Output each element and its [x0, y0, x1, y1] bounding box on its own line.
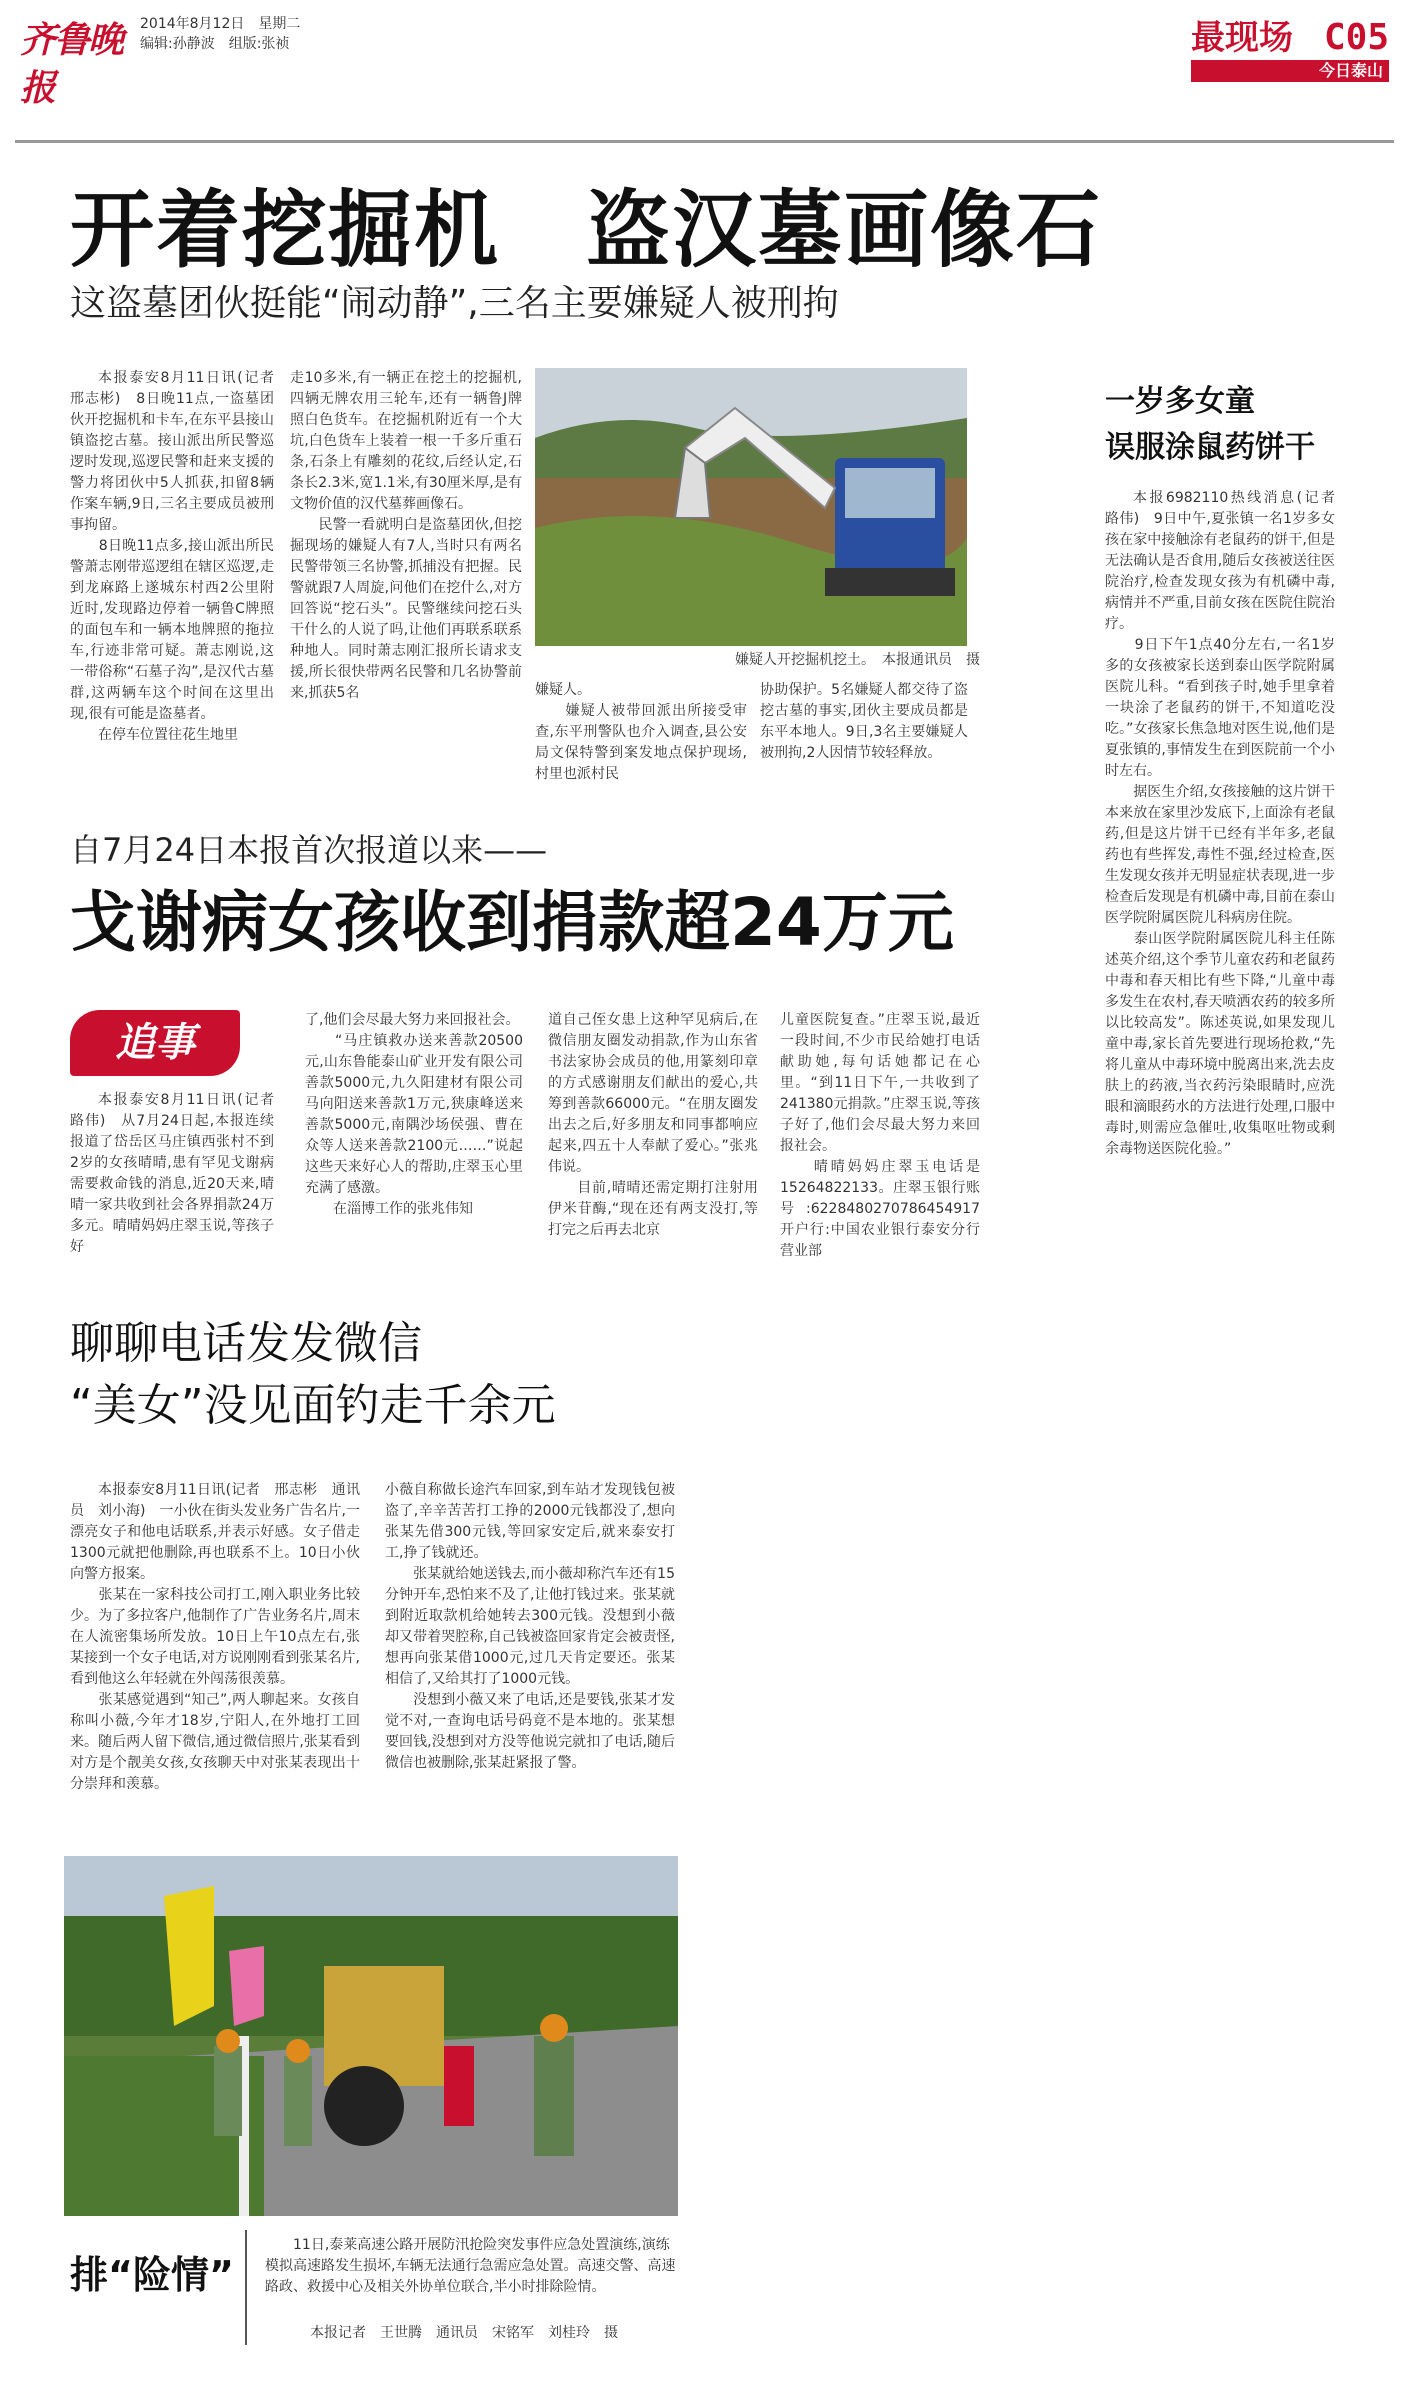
article2-title: 戈谢病女孩收到捐款超24万元 [70, 884, 954, 961]
newspaper-logo: 齐鲁晚报 [20, 19, 123, 109]
article4-caption: 11日,泰莱高速公路开展防汛抢险突发事件应急处置演练,演练模拟高速路发生损坏,车辆无法通行急需应急处置。高速交警、高速路政、救援中心及相关外协单位联合,半小时排除险情。 [265, 2237, 676, 2295]
sidebar-title-line1: 一岁多女童 [1105, 384, 1255, 419]
subsection-label: 今日泰山 [1191, 60, 1389, 82]
drill-photo [64, 1856, 678, 2216]
section-name: 最现场 [1191, 18, 1293, 58]
page-number: C05 [1323, 17, 1389, 58]
article2-col3: 道自己侄女患上这种罕见病后,在微信朋友圈发动捐款,作为山东省书法家协会成员的他,用篆刻印章的方式感谢朋友们献出的爱心,共筹到善款66000元。“在朋友圈发出去之后,好多朋友和同事都响应起来,四五十人奉献了爱心。”张兆伟说。 目前,晴晴还需定期打注射用伊米苷酶,“现在还有两支没打,等打完之后再去北京 [548, 1012, 758, 1238]
issue-editors: 编辑:孙静波 组版:张祯 [140, 36, 290, 52]
article3-title-line2: “美女”没见面钓走千余元 [70, 1380, 556, 1431]
article2-col1: 本报泰安8月11日讯(记者 路伟) 从7月24日起,本报连续报道了岱岳区马庄镇西张村不到2岁的女孩晴晴,患有罕见戈谢病需要救命钱的消息,近20天来,晴晴一家共收到社会各界捐款24万多元。晴晴妈妈庄翠玉说,等孩子好 [70, 1092, 288, 1255]
follow-up-logo-text: 追事 [115, 1020, 195, 1066]
sidebar-title-line2: 误服涂鼠药饼干 [1105, 430, 1315, 465]
section-header [1191, 18, 1389, 80]
sidebar-body: 本报6982110热线消息(记者 路伟) 9日中午,夏张镇一名1岁多女孩在家中接触涂有老鼠药的饼干,但是无法确认是否食用,随后女孩被送往医院治疗,检查发现女孩为有机磷中毒,病情并不严重,目前女孩在医院住院治疗。 9日下午1点40分左右,一名1岁多的女孩被家长送到泰山医学院附属医院儿科。“看到孩子时,她手里拿着一块涂了老鼠药的饼干,不知道吃没吃。”女孩家长焦急地对医生说,他们是夏张镇的,事情发生在到医院前一个小时左右。 据医生介绍,女孩接触的这片饼干本来放在家里沙发底下,上面涂有老鼠药,但是这片饼干已经有半年多,老鼠药也有些挥发,毒性不强,经过检查,医生发现女孩并无明显症状表现,进一步检查后发现是有机磷中毒,目前在泰山医学院附属医院儿科病房住院。 泰山医学院附属医院儿科主任陈述英介绍,这个季节儿童农药和老鼠药中毒和春天相比有些下降,“儿童中毒多发生在农村,春天喷洒农药的较多所以比较高发”。陈述英说,如果发现儿童中毒,家长首先要进行现场抢救,“先将儿童从中毒环境中脱离出来,洗去皮肤上的药液,当衣药污染眼睛时,应洗眼和滴眼药水的方法进行处理,口服中毒时,则需应急催吐,收集呕吐物或剩余毒物送医院化验。” [1105, 490, 1335, 1157]
issue-meta [140, 14, 440, 54]
article4-title: 排“险情” [70, 2253, 234, 2297]
follow-up-logo [70, 1010, 240, 1076]
article1-title: 开着挖掘机 盗汉墓画像石 [70, 181, 1103, 279]
article3-col1: 本报泰安8月11日讯(记者 邢志彬 通讯员 刘小海) 一小伙在街头发业务广告名片,一漂亮女子和他电话联系,并表示好感。女子借走1300元就把他删除,再也联系不上。10日小伙向警方报案。 张某在一家科技公司打工,刚入职业务比较少。为了多拉客户,他制作了广告业务名片,周末在人流密集场所发放。10日上午10点左右,张某接到一个女子电话,对方说刚刚看到张某名片,看到他这么年轻就在外闯荡很羡慕。 张某感觉遇到“知己”,两人聊起来。女孩自称叫小薇,今年才18岁,宁阳人,在外地打工回来。随后两人留下微信,通过微信照片,张某看到对方是个靓美女孩,女孩聊天中对张某表现出十分崇拜和羡慕。 [70, 1482, 360, 1792]
excavator-photo [535, 368, 967, 646]
article2-kicker: 自7月24日本报首次报道以来—— [70, 831, 548, 869]
article4-credit: 本报记者 王世腾 通讯员 宋铭军 刘桂玲 摄 [310, 2325, 618, 2341]
drill-photo-art [64, 1856, 678, 2216]
article2-col4: 儿童医院复查。”庄翠玉说,最近一段时间,不少市民给她打电话献助她,每句话她都记在心里。“到11日下午,一共收到了241380元捐款。”庄翠玉说,等孩子好了,他们会尽最大努力来回报社会。 晴晴妈妈庄翠玉电话是15264822133。庄翠玉银行账号:6228480270786454917 开户行:中国农业银行泰安分行营业部 [780, 1012, 980, 1259]
article3-title-line1: 聊聊电话发发微信 [70, 1318, 422, 1369]
excavator-photo-art [535, 368, 967, 646]
article3-col2: 小薇自称做长途汽车回家,到车站才发现钱包被盗了,辛辛苦苦打工挣的2000元钱都没了,想向张某先借300元钱,等回家安定后,就来泰安打工,挣了钱就还。 张某就给她送钱去,而小薇却称汽车还有15分钟开车,恐怕来不及了,让他打钱过来。张某就到附近取款机给她转去300元钱。没想到小薇却又带着哭腔称,自己钱被盗回家肯定会被责怪,想再向张某借1000元,过几天肯定要还。张某相信了,又给其打了1000元钱。 没想到小薇又来了电话,还是要钱,张某才发觉不对,一查询电话号码竟不是本地的。张某想要回钱,没想到对方没等他说完就扣了电话,随后微信也被删除,张某赶紧报了警。 [385, 1482, 675, 1771]
article1-subtitle: 这盗墓团伙挺能“闹动静”,三名主要嫌疑人被刑拘 [70, 283, 839, 324]
excavator-photo-caption: 嫌疑人开挖掘机挖土。 本报通讯员 摄 [735, 652, 980, 668]
article2-col2: 了,他们会尽最大努力来回报社会。 “马庄镇救办送来善款20500元,山东鲁能泰山矿业开发有限公司善款5000元,九久阳建材有限公司马向阳送来善款1万元,狭康峰送来善款5000元,南隅沙场侯强、曹在众等人送来善款2100元……”说起这些天来好心人的帮助,庄翠玉心里充满了感激。 在淄博工作的张兆伟知 [305, 1012, 523, 1217]
article4-divider [245, 2230, 247, 2345]
article1-col1: 本报泰安8月11日讯(记者 邢志彬) 8日晚11点,一盗墓团伙开挖掘机和卡车,在东平县接山镇盗挖古墓。接山派出所民警巡逻时发现,巡逻民警和赶来支援的警力将团伙中5人抓获,扣留8辆作案车辆,9日,三名主要成员被刑事拘留。 8日晚11点多,接山派出所民警萧志刚带巡逻组在辖区巡逻,走到龙麻路上遂城东村西2公里附近时,发现路边停着一辆鲁C牌照的面包车和一辆本地牌照的拖拉车,行迹非常可疑。萧志刚说,这一带俗称“石墓子沟”,是汉代古墓群,这两辆车这个时间在这里出现,很有可能是盗墓者。 在停车位置往花生地里 [70, 370, 274, 743]
article1-col4: 协助保护。5名嫌疑人都交待了盗挖古墓的事实,团伙主要成员都是东平本地人。9日,3名主要嫌疑人被刑拘,2人因情节较轻释放。 [760, 682, 968, 761]
article1-col2: 走10多米,有一辆正在挖土的挖掘机,四辆无牌农用三轮车,还有一辆鲁J牌照白色货车。在挖掘机附近有一个大坑,白色货车上装着一根一千多斤重石条,石条上有雕刻的花纹,后经认定,石条长2.3米,宽1.1米,有30厘米厚,是有文物价值的汉代墓葬画像石。 民警一看就明白是盗墓团伙,但挖掘现场的嫌疑人有7人,当时只有两名民警带领三名协警,抓捕没有把握。民警就跟7人周旋,问他们在挖什么,对方回答说“挖石头”。民警继续问挖石头干什么的人说了吗,让他们再联系联系种地人。同时萧志刚汇报所长请求支援,所长很快带两名民警和几名协警前来,抓获5名 [290, 370, 522, 701]
top-rule [15, 140, 1394, 143]
issue-date: 2014年8月12日 星期二 [140, 16, 301, 32]
article1-col3: 嫌疑人。 嫌疑人被带回派出所接受审查,东平刑警队也介入调查,县公安局文保特警到案发地点保护现场,村里也派村民 [535, 682, 747, 782]
